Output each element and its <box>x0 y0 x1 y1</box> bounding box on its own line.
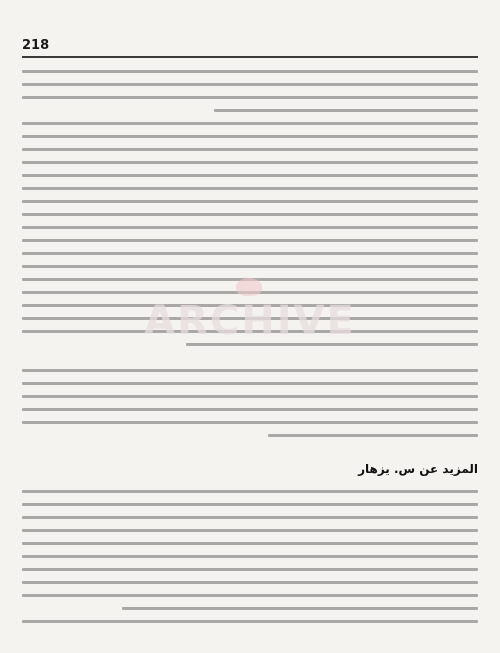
text-line <box>214 109 478 112</box>
text-line <box>22 83 478 86</box>
text-line <box>22 252 478 255</box>
text-line <box>22 490 478 493</box>
text-line <box>186 343 478 346</box>
text-line <box>22 265 478 268</box>
text-line <box>268 434 478 437</box>
body-block-upper <box>22 70 478 356</box>
text-line <box>22 620 478 623</box>
header-rule <box>22 56 478 58</box>
text-line <box>22 213 478 216</box>
text-line <box>22 317 478 320</box>
section-heading: المزيد عن س. يزهار <box>358 462 478 476</box>
text-line <box>22 529 478 532</box>
text-line <box>22 369 478 372</box>
text-line <box>22 395 478 398</box>
watermark-logo-icon <box>236 278 262 296</box>
text-line <box>22 581 478 584</box>
page-number: 218 <box>22 38 50 53</box>
text-line <box>122 607 478 610</box>
text-line <box>22 555 478 558</box>
text-line <box>22 226 478 229</box>
text-line <box>22 382 478 385</box>
text-line <box>22 174 478 177</box>
text-line <box>22 70 478 73</box>
archive-watermark: ARCHIVE <box>144 298 356 344</box>
text-line <box>22 421 478 424</box>
text-line <box>22 96 478 99</box>
text-line <box>22 516 478 519</box>
text-line <box>22 122 478 125</box>
text-line <box>22 304 478 307</box>
text-line <box>22 330 478 333</box>
text-line <box>22 408 478 411</box>
text-line <box>22 568 478 571</box>
text-line <box>22 594 478 597</box>
text-line <box>22 135 478 138</box>
text-line <box>22 239 478 242</box>
text-line <box>22 148 478 151</box>
text-line <box>22 187 478 190</box>
text-line <box>22 503 478 506</box>
text-line <box>22 161 478 164</box>
body-block-lower <box>22 490 478 633</box>
text-line <box>22 542 478 545</box>
body-block-middle <box>22 369 478 447</box>
text-line <box>22 200 478 203</box>
